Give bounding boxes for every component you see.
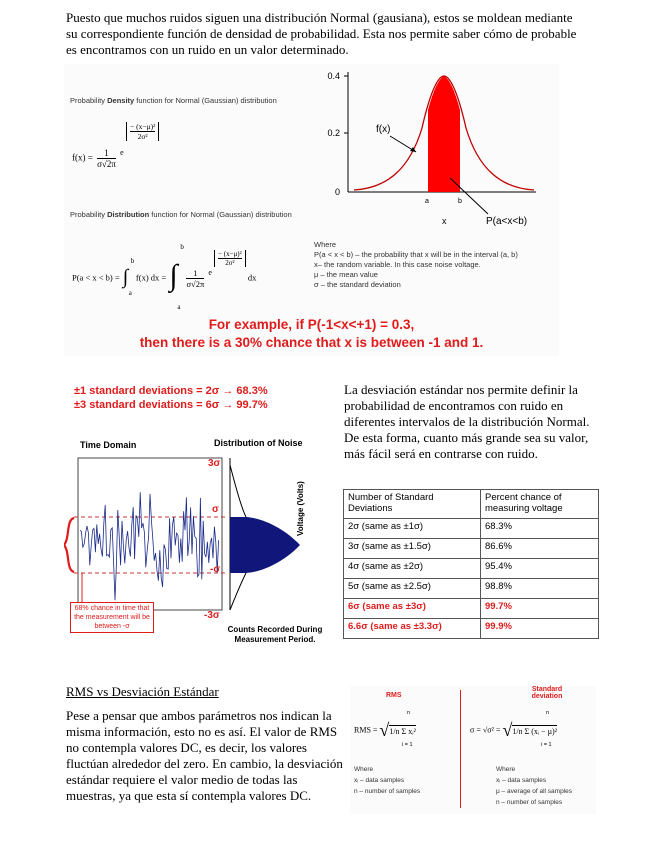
std-formula: σ = √σ² = √1/n Σ (xᵢ − μ)² [470,720,558,740]
noise-distribution-fill [230,517,300,573]
rms-sum-lower: i = 1 [402,742,413,748]
distribution-noise-label: Distribution of Noise [214,438,303,448]
sigma-minus3-label: -3σ [204,610,220,621]
sigma-minus1-label: -σ [210,564,221,575]
rms-where: Where xᵢ – data samples n – number of samples [354,766,421,795]
where-line: x– the random variable. In this case noise voltage. [314,260,481,269]
std-dev-table [343,489,599,639]
rms-paragraph: Pese a pensar que ambos parámetros nos indican la misma información, esto no es así. El valor de RMS no contempla valores DC, es decir, los valores fluctúan alrededor del zero. En cambio, la desviación estándar requiere el valor medio de todas las muestras, ya que esta sí contempla valores DC. [66,708,343,803]
distribution-formula: P(a < x < b) = ∫ b a f(x) dx = ∫ b a $\frac{1}{\sigma√2\pi}$ e $\frac{\text{− (x−μ)²}}{\text{2σ²}}$ dx [72,242,257,311]
voltage-axis-label: Voltage (Volts) [296,481,305,536]
std-sum-lower: i = 1 [541,742,552,748]
chance-note: 68% chance in time that the measurement will be between -σ [70,602,154,633]
divider [460,690,461,808]
table-cell: 95.4% [481,559,599,579]
y-tick-label: 0.4 [327,71,340,81]
table-cell: 99.9% [481,619,599,639]
bell-curve-chart [318,68,558,244]
intro-paragraph: Puesto que muchos ruidos siguen una distribución Normal (gausiana), estos se moldean mediante su correspondiente función de densidad de probabilidad. Esta nos permite saber cómo de probable es encontramos con un ruido en un valor determinado. [66,10,577,57]
probability-area [428,76,460,192]
table-row [344,519,599,539]
table-row [344,599,599,619]
fx-label: f(x) [376,124,391,135]
std-sum-upper: n [546,710,550,716]
table-cell: 99.7% [481,599,599,619]
counts-label: Counts Recorded During Measurement Period. [227,625,323,644]
x-axis-label: x [442,216,447,226]
noise-figure [64,384,336,654]
table-cell: 4σ (same as ±2σ) [344,559,481,579]
table-row [344,619,599,639]
table-header-cell: Percent chance of measuring voltage [481,490,599,519]
sigma-3-label: 3σ [208,458,221,469]
std-dev-paragraph: La desviación estándar nos permite definir la probabilidad de encontramos con ruido en diferentes intervalos de la distribución Normal. De esta forma, cuanto más grande sea su valor, más fácil será en contrarse con ruido. [344,382,590,461]
table-cell: 2σ (same as ±1σ) [344,519,481,539]
rms-sum-upper: n [407,710,411,716]
table-cell: 6.6σ (same as ±3.3σ) [344,619,481,639]
y-tick-label: 0.2 [327,128,340,138]
time-domain-label: Time Domain [80,440,137,450]
b-label: b [458,198,462,205]
y-tick-label: 0 [334,187,340,197]
density-formula: f(x) = $\frac{1}{\sigma√2\pi}$ e $\frac{\text{− (x−μ)²}}{\text{2σ²}}$ [72,148,159,169]
where-block: Where P(a < x < b) – the probability that x will be in the interval (a, b) x– the random variable. In this case noise voltage. μ – the mean value σ – the standard deviation [314,240,554,290]
formulas-figure [350,686,596,814]
example-text: For example, if P(-1<x<+1) = 0.3, then there is a 30% chance that x is between -1 and 1. [139,317,484,350]
a-label: a [425,198,429,205]
table-cell: 86.6% [481,539,599,559]
std-where: Where xᵢ – data samples μ – average of all samples n – number of samples [496,766,573,806]
std-rules: ±1 standard deviations = 2σ → 68.3% ±3 standard deviations = 6σ → 99.7% [74,385,268,411]
table-header-cell: Number of Standard Deviations [344,490,481,519]
table-cell: 3σ (same as ±1.5σ) [344,539,481,559]
rms-formula: RMS = √1/n Σ xᵢ² [354,720,416,740]
where-line: μ – the mean value [314,270,378,279]
sigma-1-label: σ [212,504,219,515]
probability-figure [64,64,559,356]
table-cell: 5σ (same as ±2.5σ) [344,579,481,599]
density-title: Probability Density function for Normal (Gaussian) distribution [70,96,277,105]
pab-label: P(a<x<b) [486,216,528,227]
distribution-title: Probability Distribution function for Normal (Gaussian) distribution [70,210,292,219]
table-row [344,559,599,579]
table-cell: 68.3% [481,519,599,539]
where-line: P(a < x < b) – the probability that x will be in the interval (a, b) [314,250,518,259]
table-row [344,539,599,559]
table-cell: 6σ (same as ±3σ) [344,599,481,619]
where-line: σ – the standard deviation [314,280,401,289]
table-cell: 98.8% [481,579,599,599]
rms-title: RMS [386,692,402,699]
std-title: Standard deviation [531,686,563,700]
rms-heading: RMS vs Desviación Estándar [66,684,219,699]
table-header-row [344,490,599,519]
table-row [344,579,599,599]
